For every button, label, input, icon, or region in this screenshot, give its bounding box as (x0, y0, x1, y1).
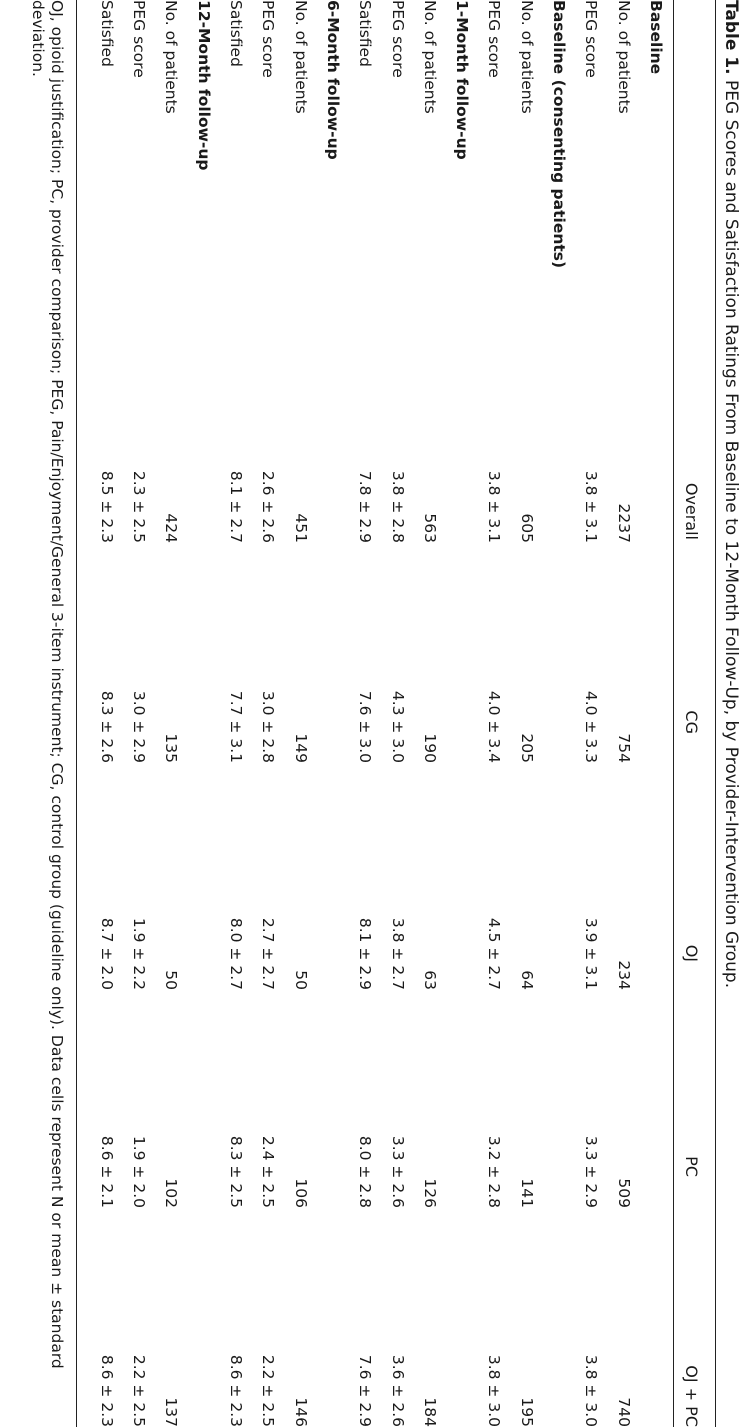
table-cell: 451 (291, 513, 310, 543)
table-cell: 4.0 ± 3.4 (485, 690, 504, 763)
table-cell: 3.0 ± 2.9 (130, 690, 149, 763)
table-cell: 8.1 ± 2.7 (227, 470, 246, 543)
table-cell: 2.2 ± 2.5 (130, 1354, 149, 1427)
table-cell: 8.6 ± 2.3 (97, 1354, 116, 1427)
table-cell: 205 (517, 733, 536, 763)
row-label: No. of patients (291, 0, 310, 114)
table-cell: 8.6 ± 2.1 (97, 1135, 116, 1208)
column-header: Overall (682, 482, 701, 540)
table-cell: 4.3 ± 3.0 (388, 690, 407, 763)
table-cell: 102 (162, 1178, 181, 1208)
section-heading: 6-Month follow-up (324, 0, 342, 160)
table-cell: 135 (162, 733, 181, 763)
table-cell: 141 (517, 1178, 536, 1208)
table-cell: 8.0 ± 2.8 (356, 1135, 375, 1208)
table-cell: 8.6 ± 2.3 (227, 1354, 246, 1427)
top-rule (715, 0, 716, 1427)
table-cell: 195 (517, 1397, 536, 1427)
column-header: CG (682, 710, 701, 734)
row-label: PEG score (485, 0, 504, 78)
row-label: PEG score (130, 0, 149, 78)
table-cell: 8.7 ± 2.0 (97, 917, 116, 990)
row-label: PEG score (388, 0, 407, 78)
table-cell: 1.9 ± 2.2 (130, 917, 149, 990)
header-rule (673, 0, 674, 1427)
table-cell: 7.7 ± 3.1 (227, 690, 246, 763)
column-header: PC (682, 1156, 701, 1177)
table-cell: 2237 (614, 503, 633, 543)
table-cell: 8.1 ± 2.9 (356, 917, 375, 990)
table-cell: 1.9 ± 2.0 (130, 1135, 149, 1208)
table-cell: 3.9 ± 3.1 (582, 917, 601, 990)
table-cell: 149 (291, 733, 310, 763)
table-cell: 7.6 ± 3.0 (356, 690, 375, 763)
table-cell: 106 (291, 1178, 310, 1208)
section-heading: 1-Month follow-up (453, 0, 472, 160)
table-cell: 8.3 ± 2.6 (97, 690, 116, 763)
table-cell: 63 (420, 970, 439, 990)
table-caption-label: Table 1. (721, 0, 741, 75)
table-cell: 3.8 ± 3.1 (485, 470, 504, 543)
section-heading: 12-Month follow-up (194, 0, 213, 171)
row-label: No. of patients (162, 0, 181, 114)
table-cell: 3.0 ± 2.8 (259, 690, 278, 763)
table-cell: 424 (162, 513, 181, 543)
table-cell: 3.8 ± 3.0 (582, 1354, 601, 1427)
table-cell: 146 (291, 1397, 310, 1427)
table-cell: 509 (614, 1178, 633, 1208)
table-cell: 50 (291, 970, 310, 990)
table-cell: 4.0 ± 3.3 (582, 690, 601, 763)
table-cell: 190 (420, 733, 439, 763)
table-cell: 3.3 ± 2.9 (582, 1135, 601, 1208)
column-header: OJ + PC (682, 1365, 701, 1427)
table-cell: 137 (162, 1397, 181, 1427)
column-header: OJ (682, 944, 701, 962)
table-cell: 3.8 ± 2.8 (388, 470, 407, 543)
table-cell: 50 (162, 970, 181, 990)
row-label: No. of patients (517, 0, 536, 114)
table-cell: 3.8 ± 3.1 (582, 470, 601, 543)
table-cell: 2.2 ± 2.5 (259, 1354, 278, 1427)
table-cell: 3.2 ± 2.8 (485, 1135, 504, 1208)
table-cell: 740 (614, 1397, 633, 1427)
table-cell: 754 (614, 733, 633, 763)
table-caption-text: PEG Scores and Satisfaction Ratings From Baseline to 12-Month Follow-Up, by Provider-Intervention Group. (721, 80, 741, 989)
table-cell: 605 (517, 513, 536, 543)
table-cell: 4.5 ± 2.7 (485, 917, 504, 990)
row-label: Satisfied (356, 0, 375, 67)
table-cell: 184 (420, 1397, 439, 1427)
table-cell: 8.0 ± 2.7 (227, 917, 246, 990)
table-cell: 8.5 ± 2.3 (97, 470, 116, 543)
row-label: No. of patients (614, 0, 633, 114)
bottom-rule (76, 0, 77, 1427)
table-cell: 3.8 ± 2.7 (388, 917, 407, 990)
table-cell: 3.3 ± 2.6 (388, 1135, 407, 1208)
table-cell: 64 (517, 970, 536, 990)
table-cell: 7.6 ± 2.9 (356, 1354, 375, 1427)
table-cell: 563 (420, 513, 439, 543)
table-cell: 7.8 ± 2.9 (356, 470, 375, 543)
table-cell: 126 (420, 1178, 439, 1208)
table-footnote: OJ, opioid justification; PC, provider comparison; PEG, Pain/Enjoyment/General 3-item instrument; CG, control group (guideline only). Data cells represent N or mean ± standard deviation. (29, 0, 66, 1369)
table-cell: 2.6 ± 2.6 (259, 470, 278, 543)
section-heading: Baseline (consenting patients) (550, 0, 569, 269)
table-cell: 8.3 ± 2.5 (227, 1135, 246, 1208)
row-label: Satisfied (97, 0, 116, 67)
table-cell: 3.8 ± 3.0 (485, 1354, 504, 1427)
table-cell: 2.7 ± 2.7 (259, 917, 278, 990)
table-cell: 2.3 ± 2.5 (130, 470, 149, 543)
row-label: PEG score (582, 0, 601, 78)
table-cell: 2.4 ± 2.5 (259, 1135, 278, 1208)
table-cell: 234 (614, 960, 633, 990)
table-caption (703, 0, 741, 1427)
row-label: Satisfied (227, 0, 246, 67)
row-label: PEG score (259, 0, 278, 78)
row-label: No. of patients (420, 0, 439, 114)
table-cell: 3.6 ± 2.6 (388, 1354, 407, 1427)
section-heading: Baseline (647, 0, 665, 75)
